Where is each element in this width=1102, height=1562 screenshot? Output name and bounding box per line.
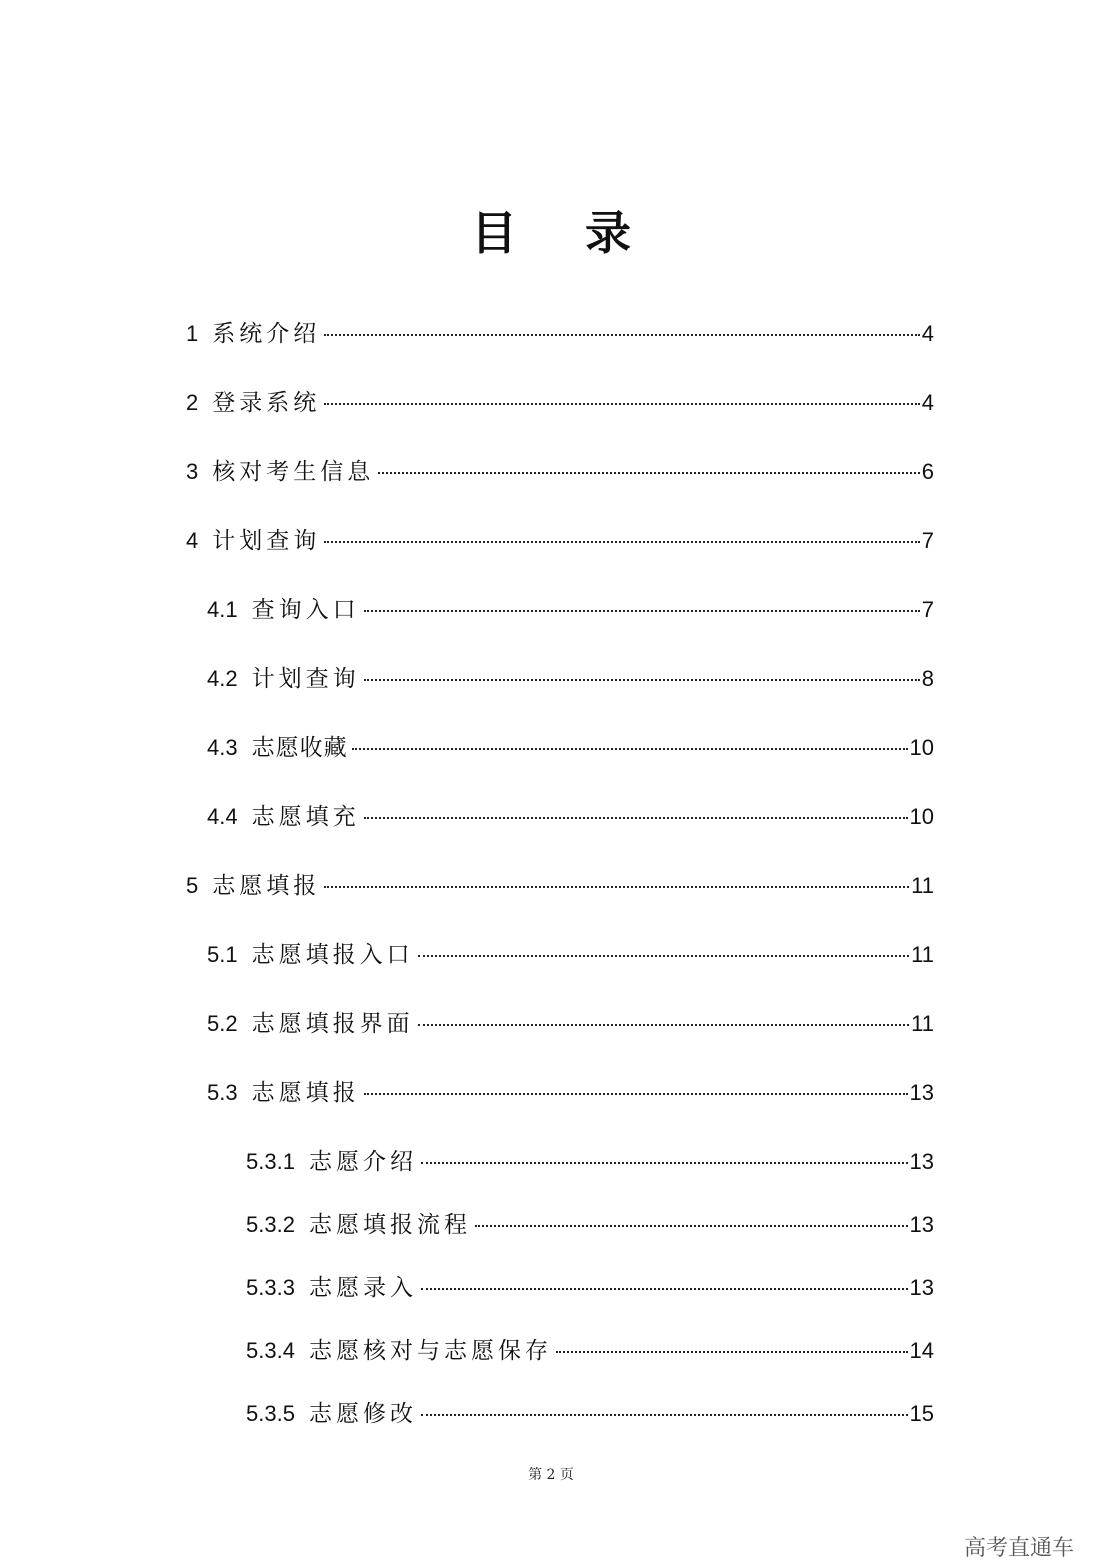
- toc-page-number: 13: [909, 1275, 934, 1300]
- toc-leader: [378, 472, 920, 474]
- toc-entry-4-4[interactable]: [207, 799, 934, 835]
- toc-page-number: 13: [909, 1149, 934, 1174]
- toc-page-number: 8: [921, 666, 934, 691]
- toc-label: 志愿核对与志愿保存: [308, 1338, 552, 1364]
- toc-label: 系统介绍: [212, 321, 321, 347]
- toc-entry-5-3-5[interactable]: [246, 1396, 934, 1432]
- toc-number: 5: [186, 873, 199, 898]
- toc-number: 4.1: [207, 597, 238, 622]
- toc-number: 5.3: [207, 1080, 238, 1105]
- toc-page-number: 11: [911, 1011, 934, 1036]
- toc-leader: [418, 1024, 910, 1026]
- toc-page-number: 7: [921, 597, 934, 622]
- toc-label: 志愿填充: [251, 804, 360, 830]
- toc-number: 1: [186, 321, 199, 346]
- title-char-1: 目: [471, 206, 517, 260]
- toc-label: 查询入口: [251, 597, 360, 623]
- toc-leader: [324, 541, 920, 543]
- toc-label: 志愿填报: [251, 1080, 360, 1106]
- toc-page-number: 10: [909, 804, 934, 829]
- toc-entry-5-2[interactable]: [207, 1006, 934, 1042]
- toc-label: 志愿填报流程: [308, 1212, 471, 1238]
- toc-page-number: 4: [921, 390, 934, 415]
- toc-page-number: 11: [911, 942, 934, 967]
- toc-leader: [324, 334, 920, 336]
- toc-label: 志愿修改: [308, 1401, 417, 1427]
- toc-entry-3[interactable]: [186, 454, 934, 490]
- toc-leader: [352, 748, 908, 750]
- toc-page-number: 15: [909, 1401, 934, 1426]
- toc-number: 4.3: [207, 735, 238, 760]
- toc-leader: [324, 886, 909, 888]
- toc-entry-5-3-4[interactable]: [246, 1333, 934, 1369]
- toc-number: 5.2: [207, 1011, 238, 1036]
- toc-entry-5-3-1[interactable]: [246, 1144, 934, 1180]
- toc-page-number: 6: [921, 459, 934, 484]
- toc-number: 5.3.3: [246, 1275, 295, 1300]
- toc-entry-5-3[interactable]: [207, 1075, 934, 1111]
- toc-page-number: 7: [921, 528, 934, 553]
- toc-page-number: 13: [909, 1212, 934, 1237]
- toc-page-number: 10: [909, 735, 934, 760]
- toc-entry-4-2[interactable]: [207, 661, 934, 697]
- toc-number: 4: [186, 528, 199, 553]
- toc-label: 计划查询: [212, 528, 321, 554]
- toc-entry-5-3-3[interactable]: [246, 1270, 934, 1306]
- toc-entry-4-3[interactable]: [207, 730, 934, 766]
- toc-leader: [364, 817, 908, 819]
- page-footer: 第 2 页: [528, 1467, 574, 1483]
- toc-number: 5.3.2: [246, 1212, 295, 1237]
- toc-leader: [421, 1414, 908, 1416]
- toc-leader: [421, 1288, 908, 1290]
- toc-page-number: 4: [921, 321, 934, 346]
- toc-entry-4[interactable]: [186, 523, 934, 559]
- toc-page-number: 14: [909, 1338, 934, 1363]
- toc-entry-5[interactable]: [186, 868, 934, 904]
- toc-page-number: 11: [911, 873, 934, 898]
- toc-label: 计划查询: [251, 666, 360, 692]
- toc-entry-5-3-2[interactable]: [246, 1207, 934, 1243]
- toc-number: 5.3.1: [246, 1149, 295, 1174]
- toc-number: 5.3.5: [246, 1401, 295, 1426]
- toc-entry-2[interactable]: [186, 385, 934, 421]
- toc-number: 2: [186, 390, 199, 415]
- toc-number: 5.3.4: [246, 1338, 295, 1363]
- toc-label: 核对考生信息: [212, 459, 375, 485]
- toc-number: 4.2: [207, 666, 238, 691]
- toc-leader: [364, 1093, 908, 1095]
- toc-label: 志愿介绍: [308, 1149, 417, 1175]
- toc-label: 志愿填报界面: [251, 1011, 414, 1037]
- toc-entry-4-1[interactable]: [207, 592, 934, 628]
- toc-entry-1[interactable]: [186, 316, 934, 352]
- watermark-text: 高考直通车: [963, 1536, 1074, 1561]
- toc-number: 4.4: [207, 804, 238, 829]
- toc-number: 5.1: [207, 942, 238, 967]
- toc-label: 志愿收藏: [251, 735, 348, 761]
- toc-entry-5-1[interactable]: [207, 937, 934, 973]
- toc-label: 登录系统: [212, 390, 321, 416]
- toc-label: 志愿录入: [308, 1275, 417, 1301]
- toc-label: 志愿填报: [212, 873, 321, 899]
- toc-leader: [364, 610, 920, 612]
- toc-leader: [418, 955, 910, 957]
- title-char-2: 录: [585, 206, 631, 260]
- toc-leader: [421, 1162, 908, 1164]
- toc-leader: [324, 403, 920, 405]
- toc-page-number: 13: [909, 1080, 934, 1105]
- toc-leader: [364, 679, 920, 681]
- toc-number: 3: [186, 459, 199, 484]
- toc-leader: [556, 1351, 908, 1353]
- toc-label: 志愿填报入口: [251, 942, 414, 968]
- toc-leader: [475, 1225, 908, 1227]
